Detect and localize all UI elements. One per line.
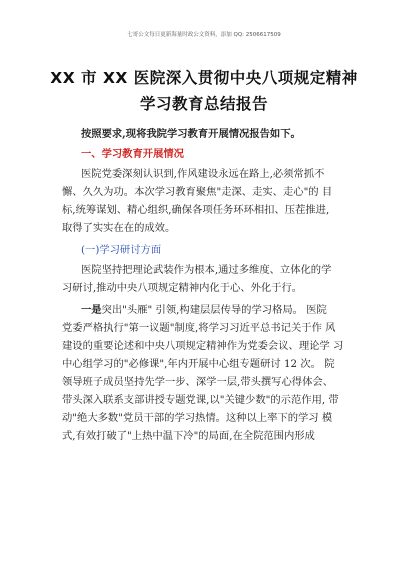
document-title-line2: 学习教育总结报告: [139, 95, 268, 113]
yishi-para-line: 动"绝大多数"党员干部的学习热情。这种以上率下的学习 模: [62, 412, 333, 424]
yishi-para-line: 中心组学习的"必修课",年内开展中心组专题研讨 12 次。 院: [62, 358, 335, 370]
subsection-heading: (一)学习研讨方面: [81, 244, 162, 256]
subsection-para-line: 医院坚持把理论武装作为根本,通过多维度、立体化的学: [81, 264, 332, 276]
section1-heading: 一、学习教育开展情况: [81, 148, 184, 160]
intro-paragraph: 按照要求,现将我院学习教育开展情况报告如下。: [81, 128, 301, 140]
yishi-para-line: 领导班子成员坚持先学一步、深学一层,带头撰写心得体会、: [62, 376, 333, 388]
subsection-para-line: 习研讨,推动中央八项规定精神内化于心、外化于行。: [62, 282, 303, 294]
yishi-para-line: 党委严格执行"第一议题"制度,将学习习近平总书记关于作 风: [62, 322, 336, 334]
section1-para1-line: 医院党委深刻认识到,作风建设永远在路上,必须常抓不: [81, 168, 325, 180]
header-note: 七哥公文每日更新海量时政公文资料，添加 QQ: 2506617509: [127, 32, 281, 38]
yishi-para-line: 式,有效打破了"上热中温下冷"的局面,在全院范围内形成: [62, 430, 315, 442]
yishi-para-line: 建设的重要论述和中央八项规定精神作为党委会议、理论学 习: [62, 340, 344, 352]
section1-para1-line: 标,统筹谋划、精心组织,确保各项任务环环相扣、压茬推进,: [62, 204, 330, 216]
yishi-para-line: 带头深入联系支部讲授专题党课,以"关键少数"的示范作用, 带: [62, 394, 339, 406]
yishi-para-line: [81, 303, 381, 317]
section1-para1-line: 懈、久久为功。本次学习教育聚焦"走深、走实、走心"的 目: [62, 186, 333, 198]
section1-para1-line: 取得了实实在在的成效。: [62, 222, 176, 234]
yishi-text: 突出"头雁" 引领,构建层层传导的学习格局。 医院: [101, 304, 327, 316]
document-title-line1: XX 市 XX 医院深入贯彻中央八项规定精神: [50, 69, 358, 87]
yishi-lead: 一是: [81, 304, 102, 316]
